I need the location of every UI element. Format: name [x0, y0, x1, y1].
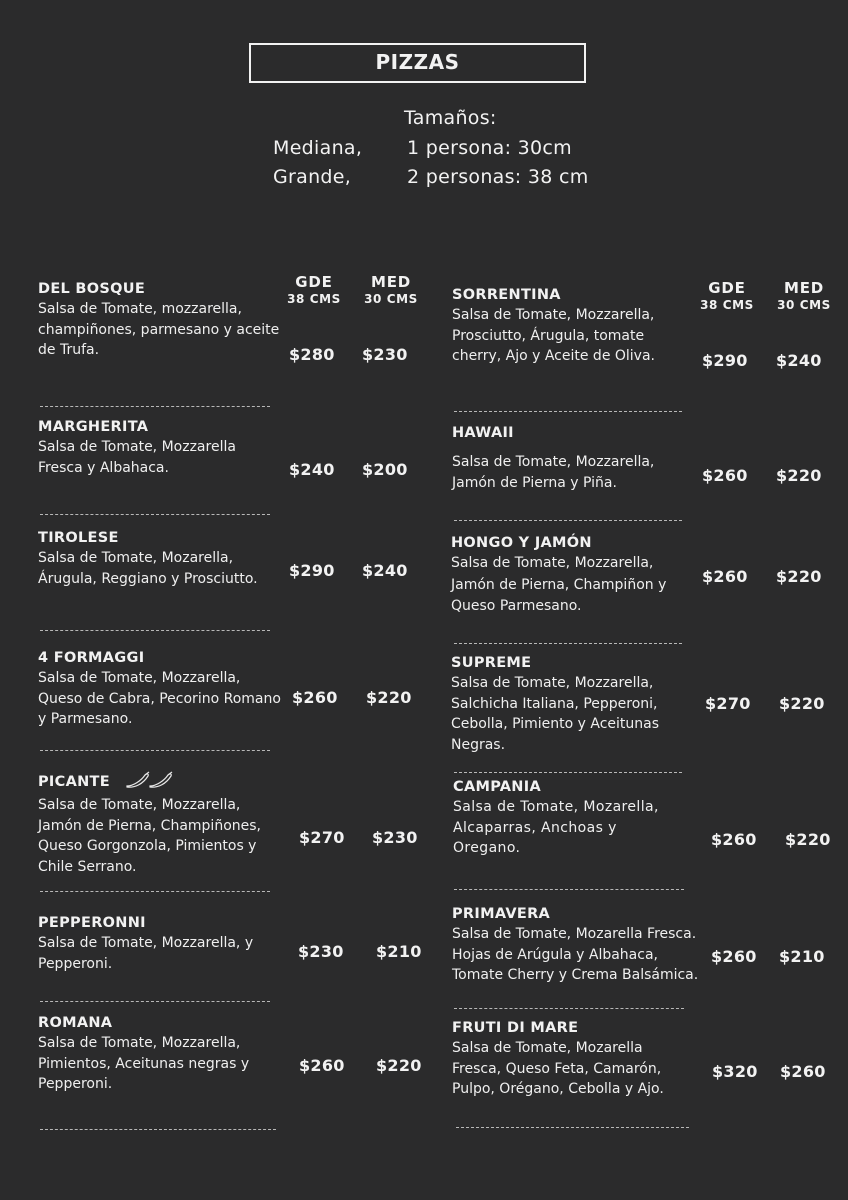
divider — [456, 1127, 689, 1128]
item-desc: Salsa de Tomate, Mozzarella, Jamón de Pierna, Champiñon y Queso Parmesano. — [451, 555, 667, 614]
menu-item-picante — [38, 771, 288, 877]
divider — [40, 750, 270, 751]
price-gde: $290 — [702, 351, 748, 370]
item-desc: Salsa de Tomate, Mozzarella Fresca y Albahaca. — [38, 439, 236, 476]
item-name: SUPREME — [451, 655, 532, 671]
price-med: $200 — [362, 460, 408, 479]
item-desc: Salsa de Tomate, Mozzarella, Jamón de Pierna y Piña. — [452, 454, 655, 491]
price-med: $240 — [776, 351, 822, 370]
menu-item-romana — [38, 1015, 263, 1095]
right-med-label: MED — [783, 279, 825, 297]
divider — [454, 889, 684, 890]
price-med: $240 — [362, 561, 408, 580]
menu-title: PIZZAS — [249, 43, 586, 83]
item-desc: Salsa de Tomate, Mozarella Fresca. Hojas de Arúgula y Albahaca, Tomate Cherry y Crema Balsámica. — [452, 926, 699, 983]
item-name: 4 FORMAGGI — [38, 650, 145, 666]
price-med: $220 — [776, 567, 822, 586]
item-name: ROMANA — [38, 1015, 113, 1031]
divider — [454, 520, 682, 521]
menu-item-hongo-y-jamon — [451, 535, 683, 618]
price-med: $210 — [376, 942, 422, 961]
divider — [40, 406, 270, 407]
right-header-med — [770, 279, 838, 312]
item-name: MARGHERITA — [38, 419, 149, 435]
item-desc: Salsa de Tomate, Mozarella Fresca, Queso Feta, Camarón, Pulpo, Orégano, Cebolla y Ajo. — [452, 1040, 664, 1097]
price-gde: $270 — [705, 694, 751, 713]
item-name: HAWAII — [452, 425, 514, 441]
left-gde-label: GDE — [295, 273, 333, 291]
menu-item-sorrentina — [452, 287, 682, 367]
menu-item-tirolese — [38, 530, 283, 589]
price-gde: $260 — [292, 688, 338, 707]
large-label: Grande, — [273, 166, 352, 188]
price-med: $230 — [372, 828, 418, 847]
price-gde: $270 — [299, 828, 345, 847]
divider — [454, 411, 682, 412]
item-name: DEL BOSQUE — [38, 281, 146, 297]
price-med: $220 — [776, 466, 822, 485]
item-name: PICANTE — [38, 774, 110, 790]
price-gde: $240 — [289, 460, 335, 479]
price-gde: $260 — [299, 1056, 345, 1075]
large-desc: 2 personas: 38 cm — [407, 166, 589, 188]
price-med: $220 — [779, 694, 825, 713]
item-desc: Salsa de Tomate, Mozzarella, Prosciutto, Árugula, tomate cherry, Ajo y Aceite de Oliva. — [452, 307, 655, 364]
item-desc: Salsa de Tomate, Mozzarella, Pimientos, Aceitunas negras y Pepperoni. — [38, 1035, 250, 1092]
item-name: PRIMAVERA — [452, 906, 551, 922]
menu-item-del-bosque — [38, 281, 283, 361]
menu-item-hawaii — [452, 425, 682, 493]
menu-item-supreme — [451, 655, 679, 755]
item-desc: Salsa de Tomate, Mozzarella, Jamón de Pierna, Champiñones, Queso Gorgonzola, Pimientos y Chile Serrano. — [38, 797, 261, 875]
right-gde-size: 38 CMS — [700, 298, 754, 312]
price-med: $230 — [362, 345, 408, 364]
menu-item-pepperonni — [38, 915, 288, 974]
right-med-size: 30 CMS — [777, 298, 831, 312]
price-gde: $260 — [702, 567, 748, 586]
menu-item-primavera — [452, 906, 707, 986]
item-name: PEPPERONNI — [38, 915, 146, 931]
price-gde: $260 — [711, 947, 757, 966]
chili-peppers-icon — [123, 771, 175, 793]
sizes-label: Tamaños: — [404, 107, 497, 129]
item-name: SORRENTINA — [452, 287, 561, 303]
divider — [454, 643, 682, 644]
item-name: CAMPANIA — [453, 779, 541, 795]
left-gde-size: 38 CMS — [287, 292, 341, 306]
price-gde: $280 — [289, 345, 335, 364]
item-name: HONGO Y JAMÓN — [451, 535, 592, 551]
price-gde: $260 — [702, 466, 748, 485]
price-med: $220 — [376, 1056, 422, 1075]
right-gde-label: GDE — [708, 279, 746, 297]
menu-item-fruti-di-mare — [452, 1020, 688, 1100]
left-header-gde — [280, 273, 348, 306]
price-med: $210 — [779, 947, 825, 966]
left-med-size: 30 CMS — [364, 292, 418, 306]
price-med: $260 — [780, 1062, 826, 1081]
menu-item-4-formaggi — [38, 650, 283, 730]
menu-item-margherita — [38, 419, 283, 478]
menu-item-campania — [453, 779, 688, 859]
divider — [454, 1008, 684, 1009]
item-name: TIROLESE — [38, 530, 119, 546]
item-desc: Salsa de Tomate, mozzarella, champiñones, parmesano y aceite de Trufa. — [38, 301, 280, 358]
item-name: FRUTI DI MARE — [452, 1020, 579, 1036]
divider — [40, 1129, 276, 1130]
right-header-gde — [693, 279, 761, 312]
medium-desc: 1 persona: 30cm — [407, 137, 572, 159]
item-desc: Salsa de Tomate, Mozzarella, y Pepperoni. — [38, 935, 254, 972]
price-gde: $260 — [711, 830, 757, 849]
item-desc: Salsa de Tomate, Mozzarella, Queso de Cabra, Pecorino Romano y Parmesano. — [38, 670, 281, 727]
divider — [40, 514, 270, 515]
divider — [40, 891, 270, 892]
price-gde: $320 — [712, 1062, 758, 1081]
price-gde: $230 — [298, 942, 344, 961]
price-med: $220 — [366, 688, 412, 707]
divider — [40, 1001, 270, 1002]
item-desc: Salsa de Tomate, Mozarella, Alcaparras, Anchoas y Oregano. — [453, 799, 659, 856]
left-med-label: MED — [370, 273, 412, 291]
medium-label: Mediana, — [273, 137, 363, 159]
item-desc: Salsa de Tomate, Mozarella, Árugula, Reggiano y Prosciutto. — [38, 550, 258, 587]
item-desc: Salsa de Tomate, Mozzarella, Salchicha Italiana, Pepperoni, Cebolla, Pimiento y Aceitunas Negras. — [451, 675, 660, 753]
price-gde: $290 — [289, 561, 335, 580]
divider — [40, 630, 270, 631]
left-header-med — [357, 273, 425, 306]
divider — [454, 772, 682, 773]
price-med: $220 — [785, 830, 831, 849]
